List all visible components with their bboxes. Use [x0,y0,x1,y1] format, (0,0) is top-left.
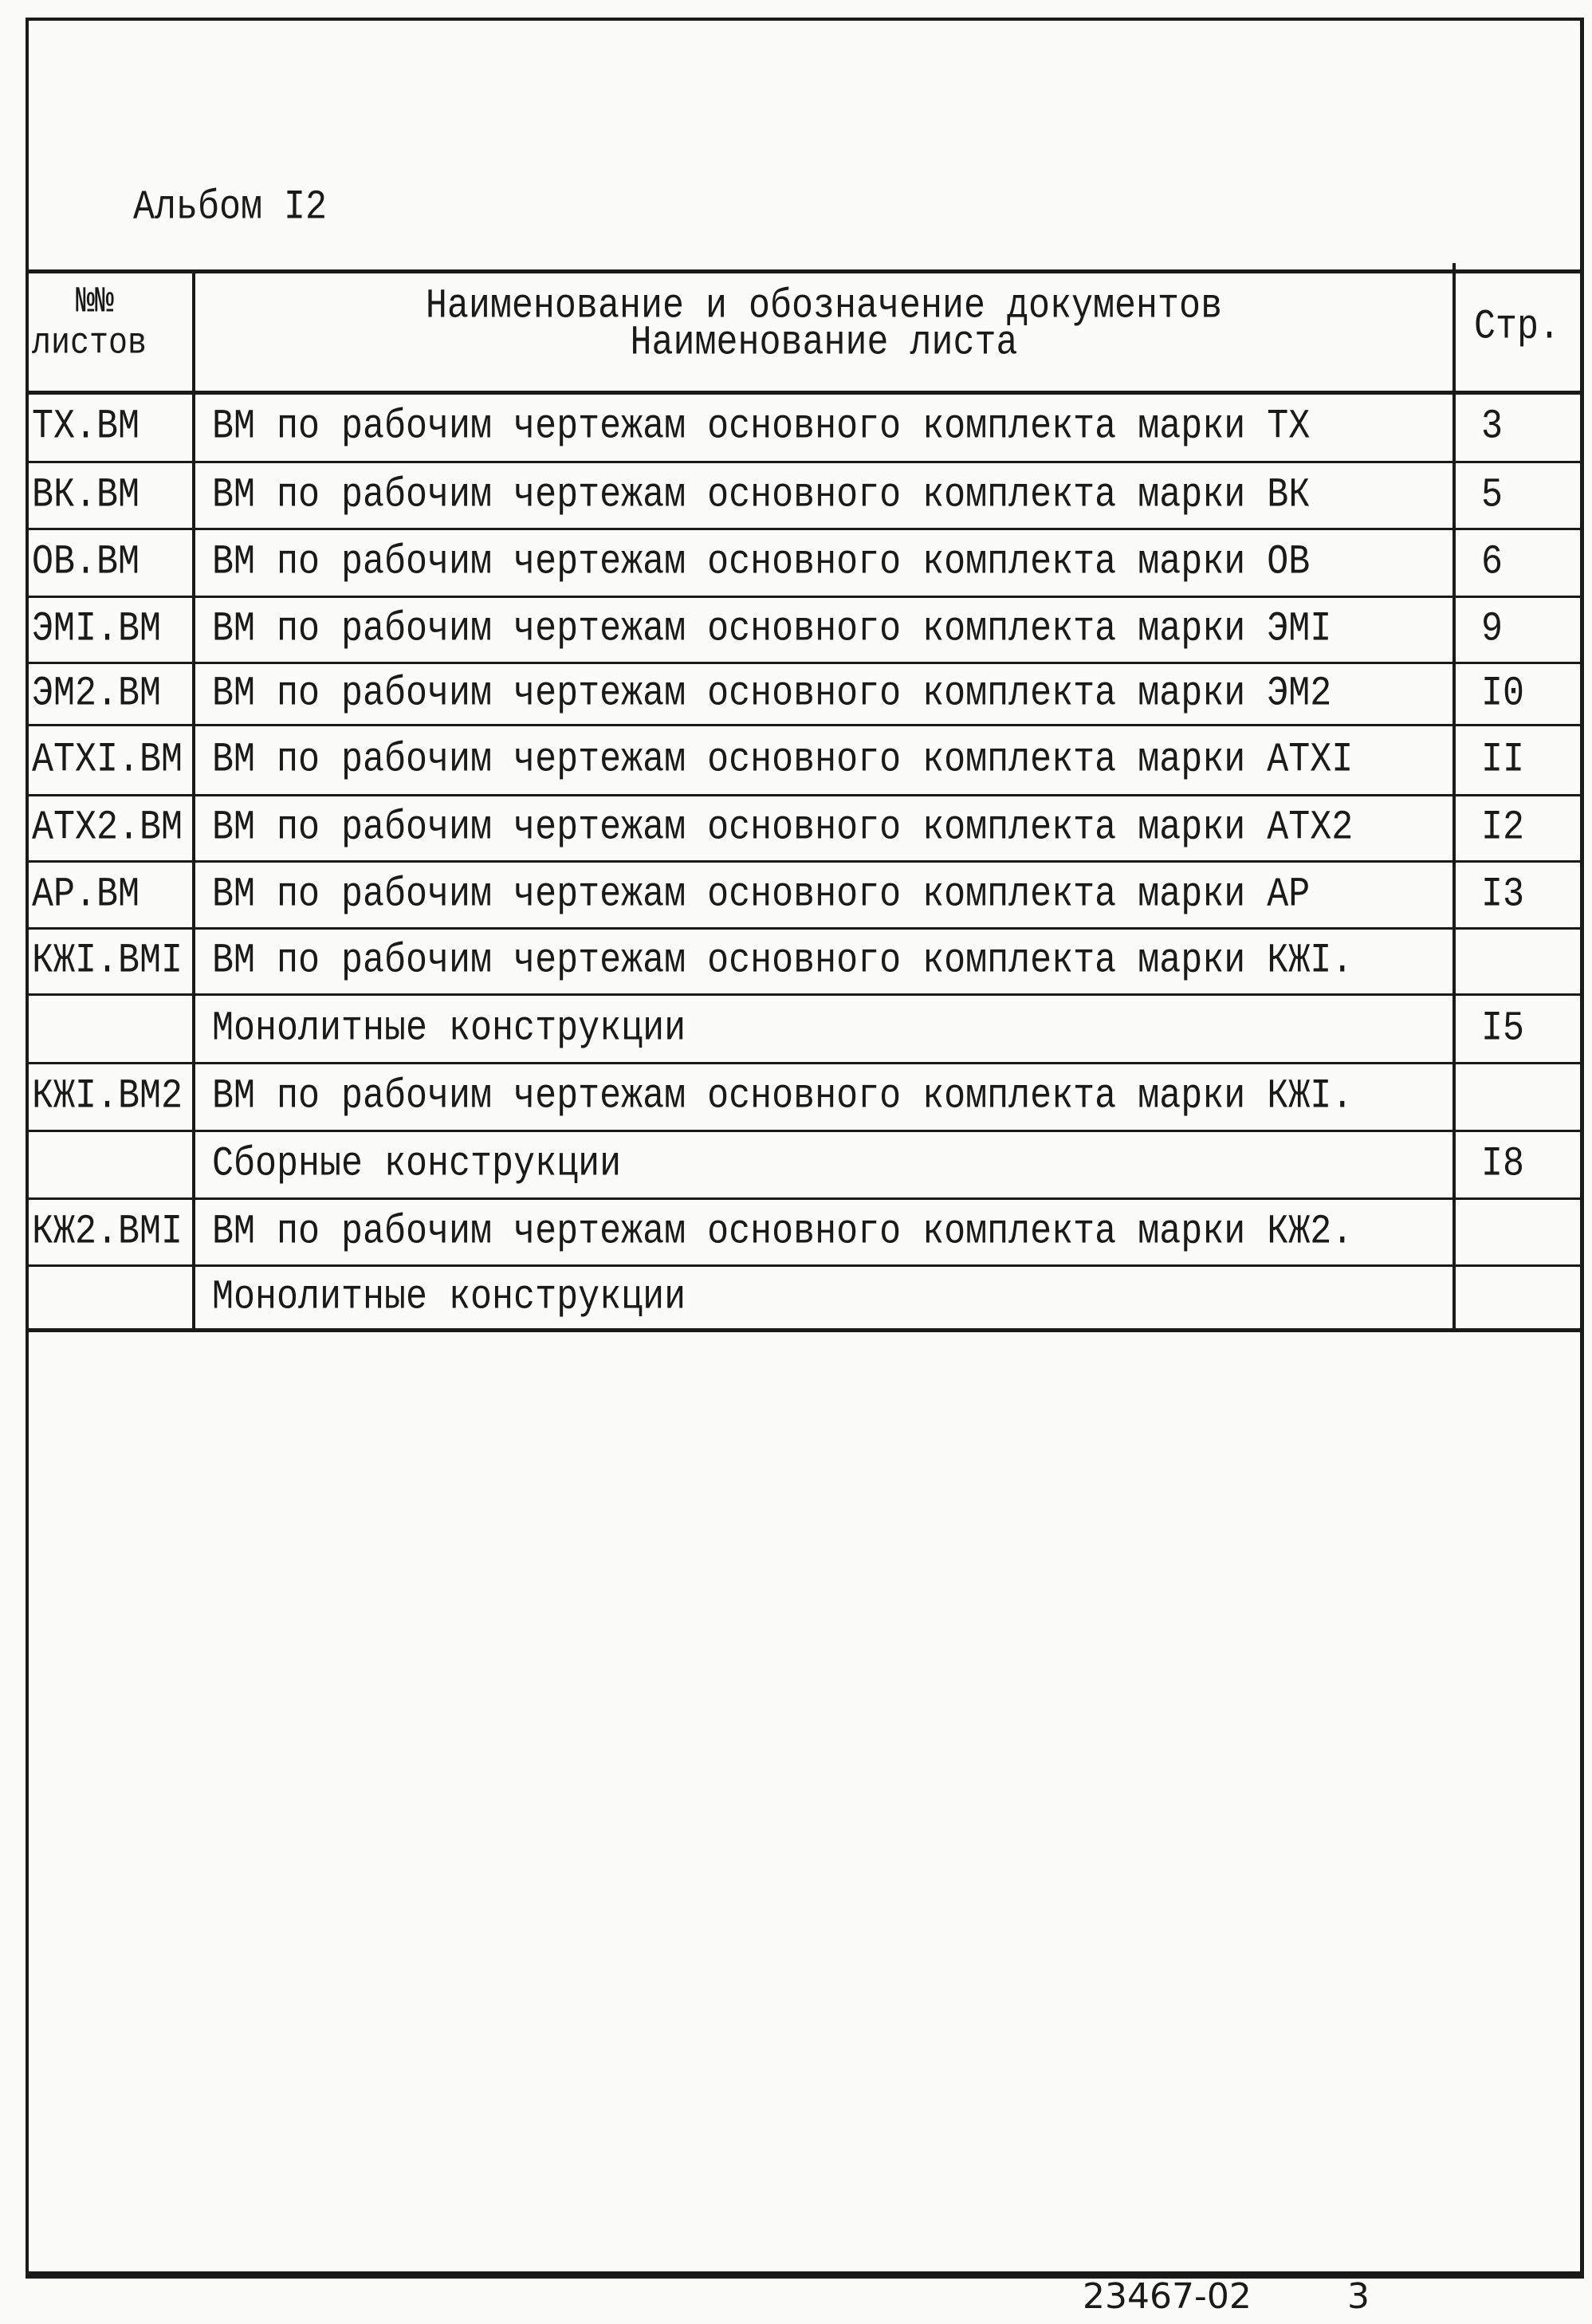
document-name: Монолитные конструкции [212,1273,686,1321]
page-ref: I3 [1481,871,1525,918]
document-number: 23467-02 [1083,2276,1252,2317]
page-ref-cell [1481,1131,1577,1198]
document-name: ВМ по рабочим чертежам основного комплекта марки АТХI [212,736,1354,784]
page-ref: II [1481,736,1525,784]
document-name: ВМ по рабочим чертежам основного комплекта марки АТХ2 [212,804,1354,851]
document-name: ВМ по рабочим чертежам основного комплекта марки КЖI. [212,938,1354,985]
sheet-code-cell [32,1063,195,1131]
page-ref-cell [1481,994,1577,1063]
document-name-cell [212,663,1448,725]
document-name-cell [212,795,1448,861]
sheet-code: ЭМI.ВМ [32,606,162,653]
document-name-cell [212,1063,1448,1131]
table-top-border [26,269,1580,273]
page-ref-cell [1481,462,1577,529]
sheet-code-cell [32,1131,195,1198]
page-ref-cell [1481,795,1577,861]
document-name-cell [212,1198,1448,1265]
page-ref-cell [1481,725,1577,795]
sheet-code-cell [32,529,195,596]
header-sheet-no-line1: №№ [76,281,115,324]
page-ref: 9 [1481,606,1504,653]
sheet-code: КЖI.ВМI [32,938,183,985]
page-ref-cell [1481,1063,1577,1131]
page-ref: I5 [1481,1005,1525,1052]
sheet-code-cell [32,861,195,928]
column-divider [1452,263,1456,1331]
sheet-code: КЖI.ВМ2 [32,1073,183,1120]
document-name: ВМ по рабочим чертежам основного комплекта марки КЖ2. [212,1208,1354,1256]
document-name-cell [212,994,1448,1063]
sheet-code-cell [32,725,195,795]
page-ref: I2 [1481,804,1525,851]
document-name: ВМ по рабочим чертежам основного комплекта марки ЭМI [212,606,1332,653]
document-name-cell [212,529,1448,596]
sheet-code-cell [32,663,195,725]
header-name-line2: Наименование листа [630,320,1018,367]
album-title: Альбом I2 [133,184,328,231]
document-name: Сборные конструкции [212,1141,622,1188]
row-divider [26,1328,1580,1332]
document-name: ВМ по рабочим чертежам основного комплекта марки АР [212,871,1311,918]
page-ref-cell [1481,663,1577,725]
sheet-code-cell [32,462,195,529]
sheet-code-cell [32,994,195,1063]
sheet-code-cell [32,1265,195,1329]
sheet-code-cell [32,596,195,663]
sheet-code: АТХI.ВМ [32,736,183,784]
page-ref-cell [1481,596,1577,663]
sheet-code: ОВ.ВМ [32,539,140,586]
sheet-code: ВК.ВМ [32,471,140,519]
document-name: ВМ по рабочим чертежам основного комплекта марки ЭМ2 [212,670,1332,718]
document-name-cell [212,861,1448,928]
page-ref: 5 [1481,471,1504,519]
page-ref-cell [1481,529,1577,596]
sheet-code-cell [32,392,195,462]
page-number: 3 [1347,2276,1370,2317]
document-name-cell [212,1131,1448,1198]
frame-bottom-border [26,2271,1580,2275]
header-name-line1: Наименование и обозначение документов [425,283,1223,330]
document-name: ВМ по рабочим чертежам основного комплекта марки ТХ [212,403,1311,450]
page-ref: I8 [1481,1141,1525,1188]
page-ref-cell [1481,1198,1577,1265]
page-ref: 3 [1481,403,1504,450]
sheet-code-cell [32,795,195,861]
document-name: ВМ по рабочим чертежам основного комплекта марки ВК [212,471,1311,519]
page-ref: 6 [1481,539,1504,586]
document-name-cell [212,462,1448,529]
document-name-cell [212,392,1448,462]
document-name-cell [212,928,1448,994]
header-page: Стр. [1473,304,1561,351]
document-name-cell [212,596,1448,663]
sheet-code: АТХ2.ВМ [32,804,183,851]
document-name-cell [212,725,1448,795]
sheet-code: ЭМ2.ВМ [32,670,162,718]
page-ref-cell [1481,1265,1577,1329]
page-ref-cell [1481,392,1577,462]
page-ref: I0 [1481,670,1525,718]
page-ref-cell [1481,861,1577,928]
document-name-cell [212,1265,1448,1329]
sheet-code: КЖ2.ВМI [32,1208,183,1256]
page-ref-cell [1481,928,1577,994]
sheet-code: ТХ.ВМ [32,403,140,450]
sheet-code: АР.ВМ [32,871,140,918]
header-sheet-no-line2: листов [32,323,147,365]
sheet-code-cell [32,1198,195,1265]
sheet-code-cell [32,928,195,994]
document-name: Монолитные конструкции [212,1005,686,1052]
document-name: ВМ по рабочим чертежам основного комплекта марки КЖI. [212,1073,1354,1120]
document-name: ВМ по рабочим чертежам основного комплекта марки ОВ [212,539,1311,586]
